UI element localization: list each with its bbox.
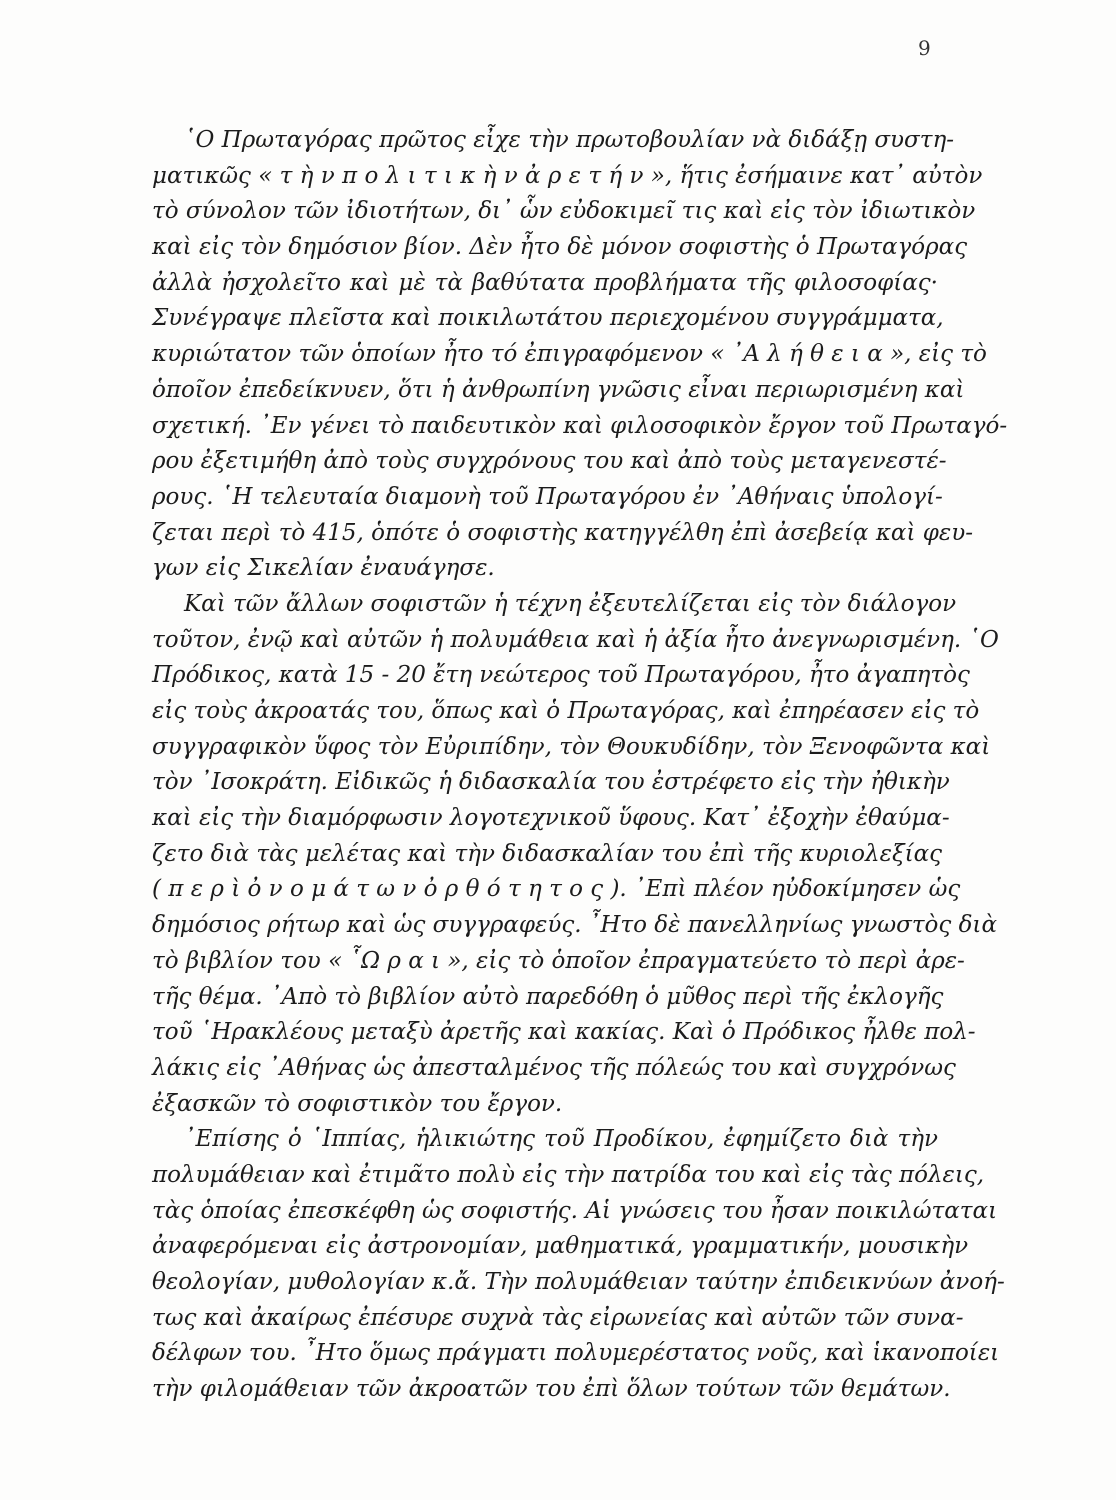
text-line: τως καὶ ἀκαίρως ἐπέσυρε συχνὰ τὰς εἰρωνείας καὶ αὐτῶν τῶν συνα- (152, 1304, 964, 1331)
text-line: εἰς τοὺς ἀκροατάς του, ὅπως καὶ ὁ Πρωταγόρας, καὶ ἐπηρέασεν εἰς τὸ (152, 698, 980, 724)
text-line: ὁποῖον ἐπεδείκνυεν, ὅτι ἡ ἀνθρωπίνη γνῶσις εἶναι περιωρισμένη καὶ (152, 376, 965, 403)
paragraph-2 (152, 587, 999, 1122)
text-line: δημόσιος ρήτωρ καὶ ὡς συγγραφεύς. ῏Ητο δὲ πανελληνίως γνωστὸς διὰ (152, 912, 997, 939)
text-line: δέλφων του. ῏Ητο ὅμως πράγματι πολυμερέστατος νοῦς, καὶ ἱκανοποίει (152, 1340, 1000, 1367)
text-line: ἐξασκῶν τὸ σοφιστικὸν του ἔργον. (152, 1090, 563, 1117)
text-line: τὸ σύνολον τῶν ἰδιοτήτων, δι᾽ ὧν εὐδοκιμεῖ τις καὶ εἰς τὸν ἰδιωτικὸν (152, 198, 976, 225)
text-line: ἀναφερόμεναι εἰς ἀστρονομίαν, μαθηματικά, γραμματικήν, μουσικὴν (152, 1233, 969, 1260)
text-line: τὴν φιλομάθειαν τῶν ἀκροατῶν του ἐπὶ ὅλων τούτων τῶν θεμάτων. (152, 1376, 951, 1403)
text-line: Πρόδικος, κατὰ 15 - 20 ἔτη νεώτερος τοῦ Πρωταγόρου, ἦτο ἀγαπητὸς (152, 662, 970, 689)
paragraph-1 (152, 123, 1008, 587)
text-line: ματικῶς « τ ὴ ν π ο λ ι τ ι κ ὴ ν ἀ ρ ε τ ή ν », ἥτις ἐσήμαινε κατ᾽ αὐτὸν (152, 162, 983, 189)
text-line: ρου ἐξετιμήθη ἀπὸ τοὺς συγχρόνους του καὶ ἀπὸ τοὺς μεταγενεστέ- (152, 448, 947, 475)
text-line: ῾Ο Πρωταγόρας πρῶτος εἶχε τὴν πρωτοβουλίαν νὰ διδάξῃ συστη- (184, 127, 954, 153)
body-text (152, 123, 1008, 1408)
text-line: Συνέγραψε πλεῖστα καὶ ποικιλωτάτου περιεχομένου συγγράμματα, (152, 305, 944, 332)
text-line: γων εἰς Σικελίαν ἐναυάγησε. (152, 555, 495, 582)
text-line: πολυμάθειαν καὶ ἐτιμᾶτο πολὺ εἰς τὴν πατρίδα του καὶ εἰς τὰς πόλεις, (152, 1161, 985, 1188)
text-line: τὰς ὁποίας ἐπεσκέφθη ὡς σοφιστής. Αἱ γνώσεις του ἦσαν ποικιλώταται (152, 1197, 998, 1224)
text-line: κυριώτατον τῶν ὁποίων ἦτο τό ἐπιγραφόμενον « ᾿Α λ ή θ ε ι α », εἰς τὸ (152, 341, 987, 368)
text-line: καὶ εἰς τὴν διαμόρφωσιν λογοτεχνικοῦ ὕφους. Κατ᾽ ἐξοχὴν ἐθαύμα- (152, 805, 950, 832)
text-line: τοῦτον, ἐνῷ καὶ αὐτῶν ἡ πολυμάθεια καὶ ἡ ἀξία ἦτο ἀνεγνωρισμένη. ῾Ο (152, 626, 999, 653)
text-line: συγγραφικὸν ὕφος τὸν Εὐριπίδην, τὸν Θουκυδίδην, τὸν Ξενοφῶντα καὶ (152, 733, 991, 760)
text-line: ρους. ῾Η τελευταία διαμονὴ τοῦ Πρωταγόρου ἐν ᾿Αθήναις ὑπολογί- (152, 483, 943, 510)
text-line: ζετο διὰ τὰς μελέτας καὶ τὴν διδασκαλίαν του ἐπὶ τῆς κυριολεξίας (152, 840, 943, 867)
text-line: καὶ εἰς τὸν δημόσιον βίον. Δὲν ἦτο δὲ μόνον σοφιστὴς ὁ Πρωταγόρας (152, 234, 968, 261)
text-line: τὸ βιβλίον του « ῟Ω ρ α ι », εἰς τὸ ὁποῖον ἐπραγματεύετο τὸ περὶ ἀρε- (152, 947, 965, 974)
text-line: τὸν ᾿Ισοκράτη. Εἰδικῶς ἡ διδασκαλία του ἐστρέφετο εἰς τὴν ἠθικὴν (152, 769, 950, 796)
text-line: σχετική. ᾿Εν γένει τὸ παιδευτικὸν καὶ φιλοσοφικὸν ἔργον τοῦ Πρωταγό- (152, 412, 1008, 439)
text-line: ζεται περὶ τὸ 415, ὁπότε ὁ σοφιστὴς κατηγγέλθη ἐπὶ ἀσεβείᾳ καὶ φευ- (152, 519, 973, 546)
text-line: Καὶ τῶν ἄλλων σοφιστῶν ἡ τέχνη ἐξευτελίζεται εἰς τὸν διάλογον (184, 590, 957, 617)
text-line: λάκις εἰς ᾿Αθήνας ὡς ἀπεσταλμένος τῆς πόλεώς του καὶ συγχρόνως (152, 1054, 956, 1081)
text-line: ἀλλὰ ἠσχολεῖτο καὶ μὲ τὰ βαθύτατα προβλήματα τῆς φιλοσοφίας· (152, 269, 938, 296)
text-line: τῆς θέμα. ᾿Απὸ τὸ βιβλίον αὐτὸ παρεδόθη ὁ μῦθος περὶ τῆς ἐκλογῆς (152, 983, 944, 1010)
page-number: 9 (918, 36, 931, 60)
text-line: ( π ε ρ ὶ ὀ ν ο μ ά τ ω ν ὀ ρ θ ό τ η τ ο ς ). ᾿Επὶ πλέον ηὐδοκίμησεν ὡς (152, 876, 961, 903)
text-line: ᾿Επίσης ὁ ῾Ιππίας, ἡλικιώτης τοῦ Προδίκου, ἐφημίζετο διὰ τὴν (184, 1126, 938, 1153)
text-line: θεολογίαν, μυθολογίαν κ.ἄ. Τὴν πολυμάθειαν ταύτην ἐπιδεικνύων ἀνοή- (152, 1269, 1005, 1295)
paragraph-3 (152, 1122, 1005, 1408)
text-line: τοῦ ῾Ηρακλέους μεταξὺ ἀρετῆς καὶ κακίας. Καὶ ὁ Πρόδικος ἦλθε πολ- (152, 1019, 976, 1046)
